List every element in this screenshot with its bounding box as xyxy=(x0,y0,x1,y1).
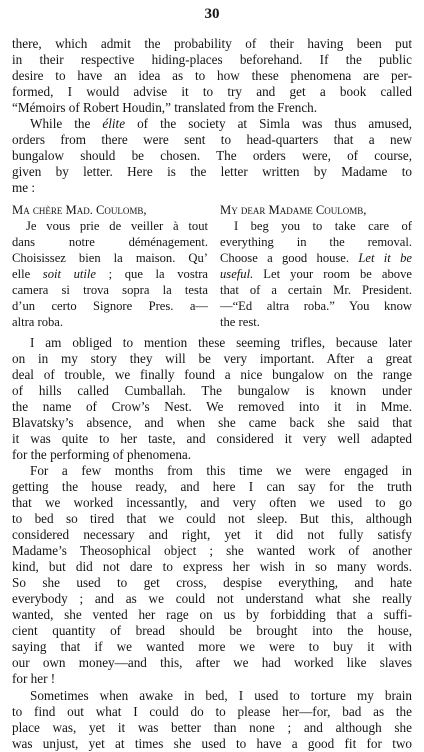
letter-line-right: Choose a good house. Let it be xyxy=(220,251,412,265)
text-line: So she used to get cross, despise everything, and hate xyxy=(12,575,412,590)
letter-line-right: everything in the removal. xyxy=(220,235,412,249)
text-line: the name of Crow’s Nest. We removed into it in Mme. xyxy=(12,399,412,414)
letter-line-left: Je vous prie de veiller à tout xyxy=(26,219,208,233)
text-line: deal of trouble, we finally found a nice bungalow on the range xyxy=(12,367,412,382)
letter-line-right: —“Ed altra roba.” You know xyxy=(220,299,412,313)
text-line: getting the house ready, and here I can say for the truth xyxy=(12,479,412,494)
text-line: desire to have an idea as to how these phenomena are per- xyxy=(12,68,412,83)
letter-line-right: useful. Let your room be above xyxy=(220,267,412,281)
text-line: there, which admit the probability of their having been put xyxy=(12,36,412,51)
text-line: everybody ; and as we could not understand what she really xyxy=(12,591,412,606)
text-line: to bed so tired that we could not sleep. But this, although xyxy=(12,511,412,526)
text-line: in their respective hiding-places beforehand. If the public xyxy=(12,52,412,67)
text-line: kind, but did not dare to express her wish in so many words. xyxy=(12,559,412,574)
letter-line-right: the rest. xyxy=(220,315,260,329)
text-line: For a few months from this time we were engaged in xyxy=(30,463,412,478)
text-line: me : xyxy=(12,180,36,195)
text-line: Blavatsky’s absence, and when she came back she said that xyxy=(12,415,412,430)
text-line: “Mémoirs of Robert Houdin,” translated from the French. xyxy=(12,100,318,115)
letter-line-left: camera si trova sopra la testa xyxy=(12,283,208,297)
text-line: Madame’s Theosophical object ; she wanted work of another xyxy=(12,543,412,558)
letter-salutation-left: Ma chère Mad. Coulomb, xyxy=(12,203,147,217)
letter-line-left: d’un certo Signore Pres. a— xyxy=(12,299,208,313)
text-line: for the performing of phenomena. xyxy=(12,447,192,462)
text-line: saying that if we wanted more we were to buy it with xyxy=(12,639,412,654)
text-line: of hills called Cumballah. The bungalow is known under xyxy=(12,383,412,398)
letter-line-left: elle soit utile ; que la vostra xyxy=(12,267,208,281)
text-line: considered necessary and right, yet it did not fully satisfy xyxy=(12,527,412,542)
text-line: was unjust, yet at times she used to have a good fit for two xyxy=(12,736,412,751)
text-line: to find out what I could do to please her—for, bad as the xyxy=(12,704,412,719)
letter-line-right: that of a certain Mr. President. xyxy=(220,283,412,297)
text-line: our own money—and this, after we had worked like slaves xyxy=(12,655,412,670)
text-line: wanted, she vented her rage on us by forbidding that a suffi- xyxy=(12,607,412,622)
text-line: While the élite of the society at Simla was thus amused, xyxy=(30,116,412,131)
text-line: place was, yet it was better than none ; and although she xyxy=(12,720,412,735)
text-line: formed, I would advise it to try and get a book called xyxy=(12,84,412,99)
text-line: cient quantity of bread should be brought into the house, xyxy=(12,623,412,638)
text-line: on in my story they will be very important. After a great xyxy=(12,351,412,366)
text-line: that we worked incessantly, and very often we used to go xyxy=(12,495,412,510)
letter-line-left: altra roba. xyxy=(12,315,64,329)
letter-line-left: Choisissez bien la maison. Qu’ xyxy=(12,251,208,265)
letter-line-right: I beg you to take care of xyxy=(234,219,412,233)
text-line: I am obliged to mention these seeming trifles, because later xyxy=(30,335,412,350)
letter-line-left: dans notre déménagement. xyxy=(12,235,208,249)
text-line: it was quite to her taste, and considered it very well adapted xyxy=(12,431,412,446)
text-line: bungalow should be chosen. The orders were, of course, xyxy=(12,148,412,163)
text-line: orders from there were sent to head-quarters that a new xyxy=(12,132,412,147)
text-line: Sometimes when awake in bed, I used to torture my brain xyxy=(30,688,412,703)
letter-salutation-right: My dear Madame Coulomb, xyxy=(220,203,367,217)
text-line: for her ! xyxy=(12,671,56,686)
page-number: 30 xyxy=(204,6,220,22)
text-line: given by letter. Here is the letter written by Madame to xyxy=(12,164,412,179)
